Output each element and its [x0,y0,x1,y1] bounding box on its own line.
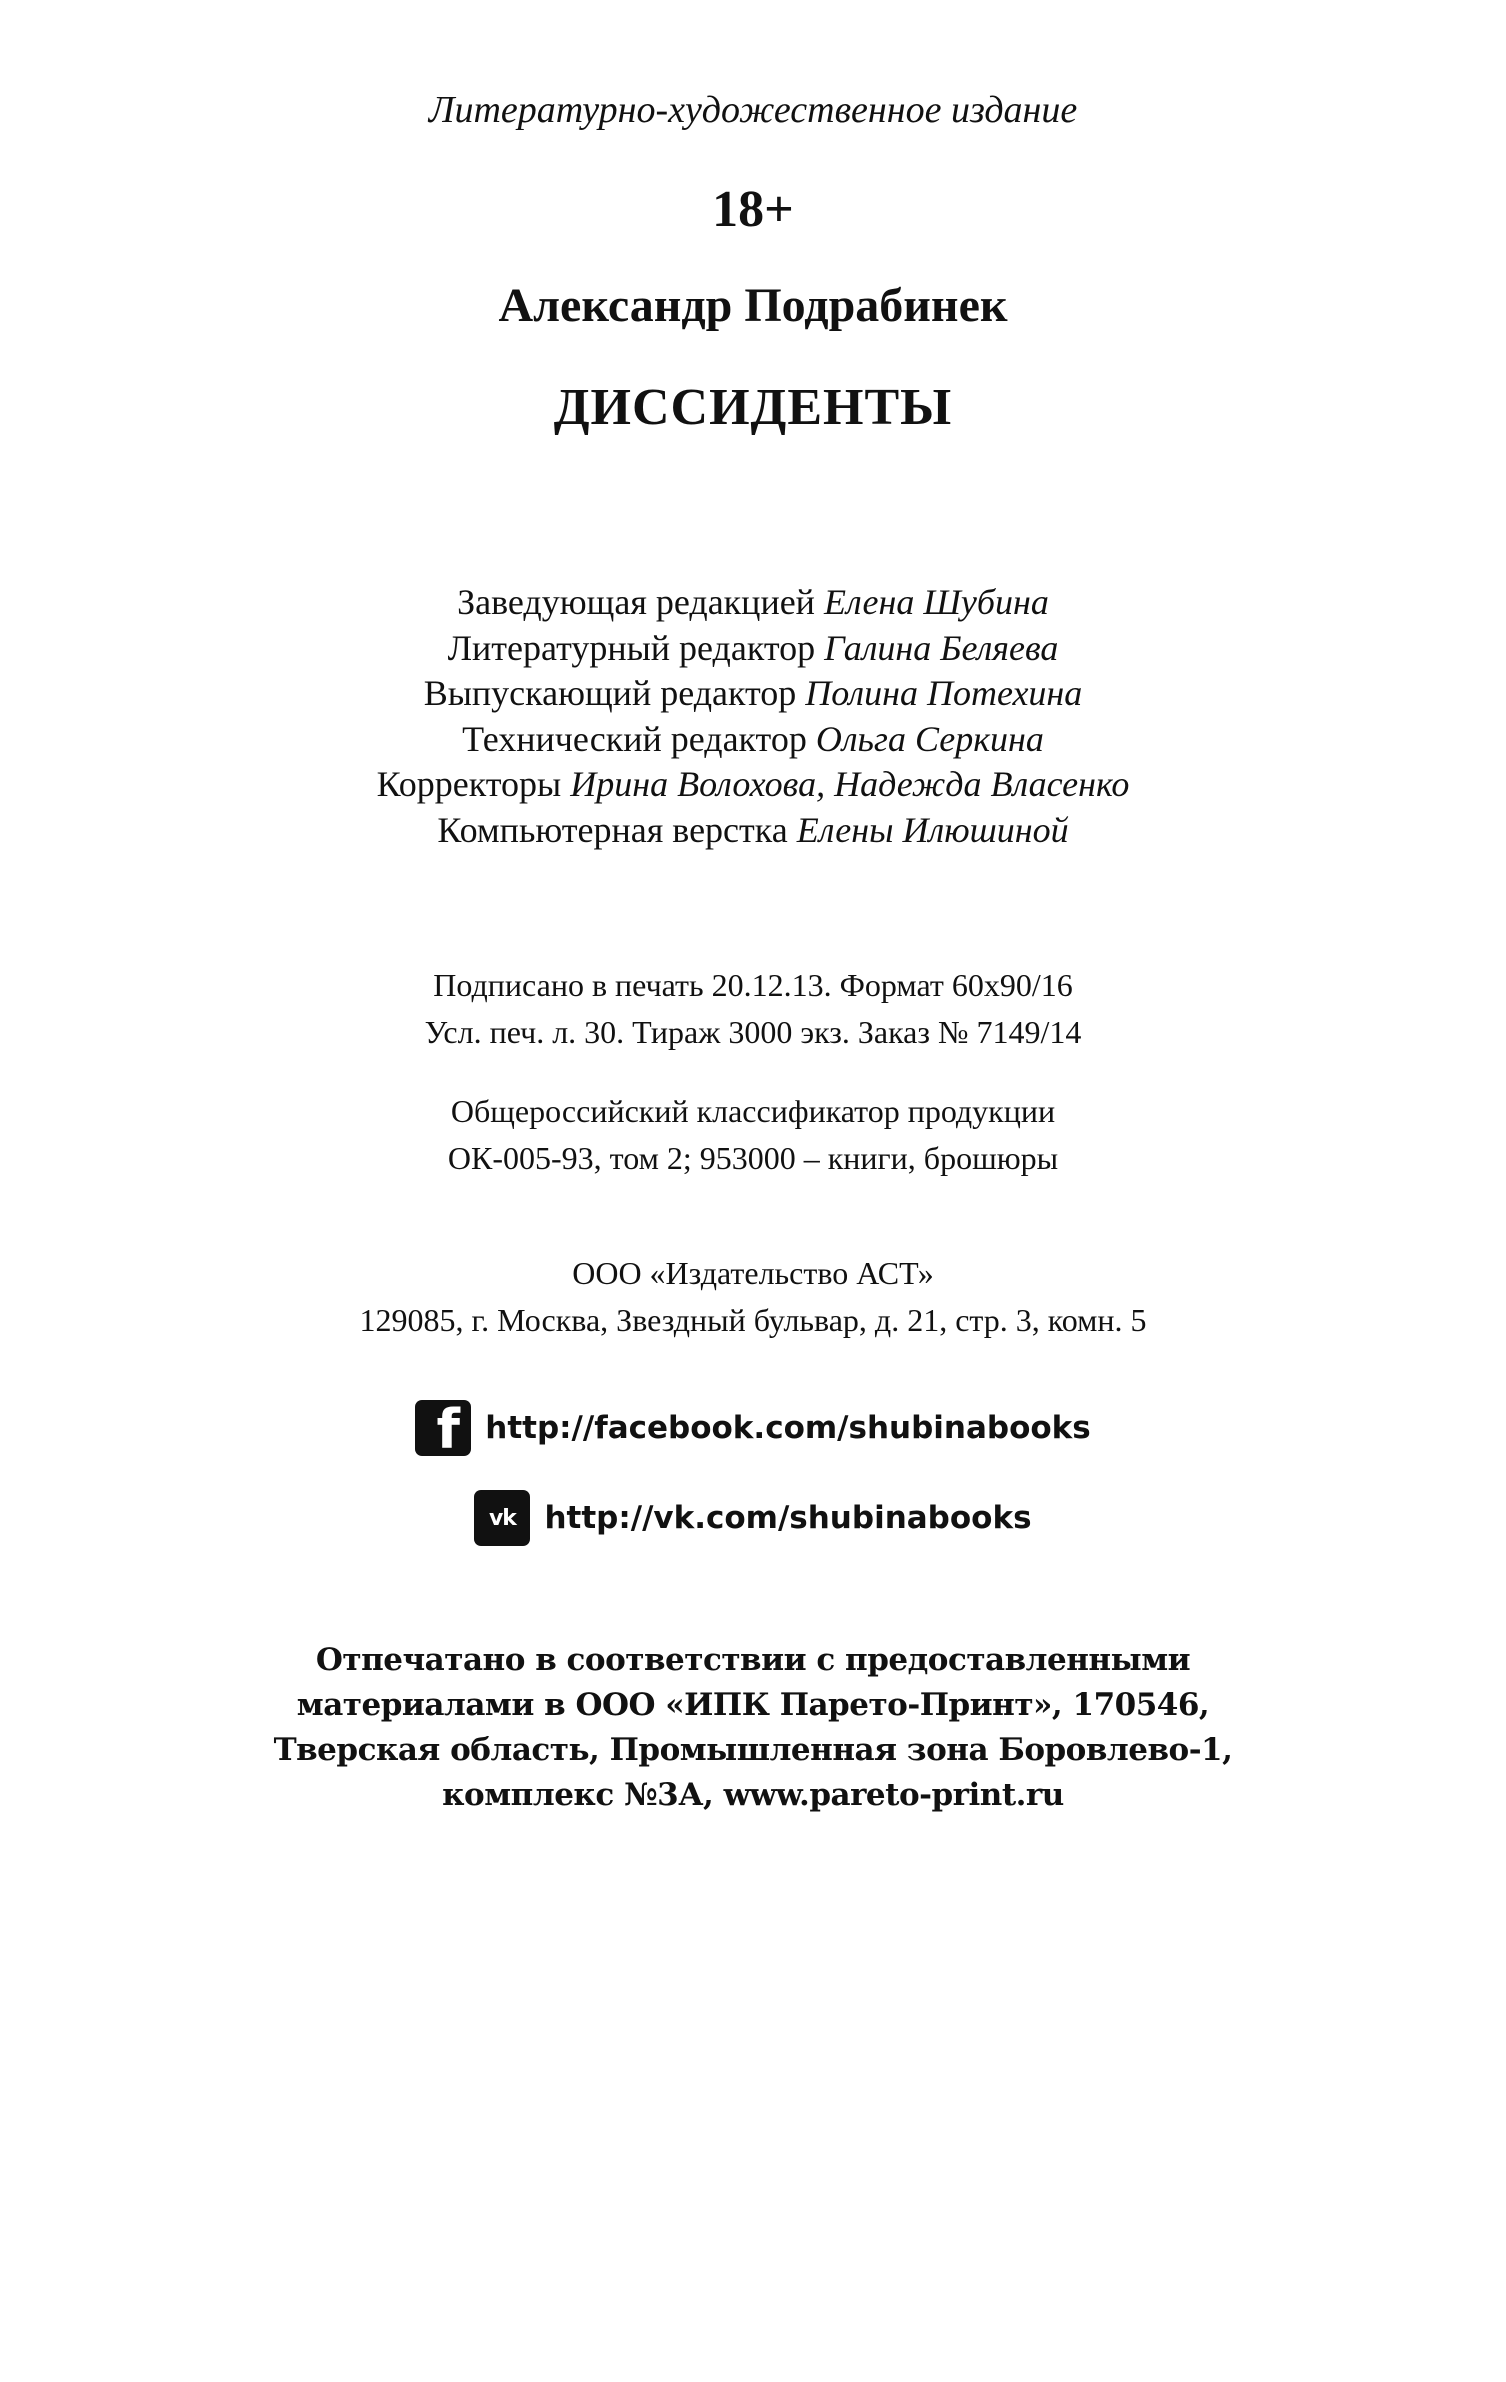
publisher-info [0,1250,1506,1344]
printing-line: Тверская область, Промышленная зона Боровлево-1, [273,1732,1233,1768]
age-rating: 18+ [712,181,794,238]
credit-role: Литературный редактор [447,627,816,668]
print-info-line: Подписано в печать 20.12.13. Формат 60х90/16 [433,967,1073,1003]
edition-type: Литературно-художественное издание [428,89,1078,131]
credit-name: Ольга Серкина [815,718,1044,759]
printing-line: Отпечатано в соответствии с предоставленными [315,1642,1191,1678]
credit-row [0,762,1506,808]
credit-row [0,671,1506,717]
printing-line: комплекс №3А, www.pareto-print.ru [442,1777,1064,1813]
classifier-line: ОК-005-93, том 2; 953000 – книги, брошюры [447,1140,1059,1176]
facebook-link[interactable]: http://facebook.com/shubinabooks [485,1410,1091,1446]
credit-role: Компьютерная верстка [437,809,788,850]
author-name: Александр Подрабинек [498,279,1008,332]
credits-block [0,580,1506,853]
credit-role: Заведующая редакцией [457,582,815,622]
credit-name: Елены Илюшиной [796,809,1069,850]
classifier-info [0,1088,1506,1182]
credit-role: Корректоры [376,764,562,804]
book-title: ДИССИДЕНТЫ [553,379,953,436]
facebook-link-row [0,1398,1506,1461]
publisher-name: ООО «Издательство АСТ» [572,1255,934,1291]
printing-info [0,1638,1506,1818]
credit-name: Елена Шубина [823,582,1049,622]
credit-name: Галина Беляева [824,627,1059,668]
credit-row [0,717,1506,763]
publisher-address: 129085, г. Москва, Звездный бульвар, д. 21, стр. 3, комн. 5 [359,1302,1147,1338]
credit-role: Выпускающий редактор [423,673,797,713]
print-info-line: Усл. печ. л. 30. Тираж 3000 экз. Заказ № 7149/14 [424,1014,1082,1050]
credit-role: Технический редактор [462,718,807,759]
credit-row [0,808,1506,854]
print-info [0,962,1506,1056]
credit-name: Полина Потехина [805,673,1083,713]
printing-line: материалами в ООО «ИПК Парето-Принт», 170546, [296,1687,1210,1723]
vk-icon: vk [474,1490,530,1546]
facebook-icon: f [415,1400,471,1456]
credit-name: Ирина Волохова, Надежда Власенко [570,764,1130,804]
vk-link[interactable]: http://vk.com/shubinabooks [544,1500,1032,1536]
classifier-line: Общероссийский классификатор продукции [450,1093,1056,1129]
credit-row [0,626,1506,672]
credit-row [0,580,1506,626]
vk-link-row [0,1490,1506,1546]
